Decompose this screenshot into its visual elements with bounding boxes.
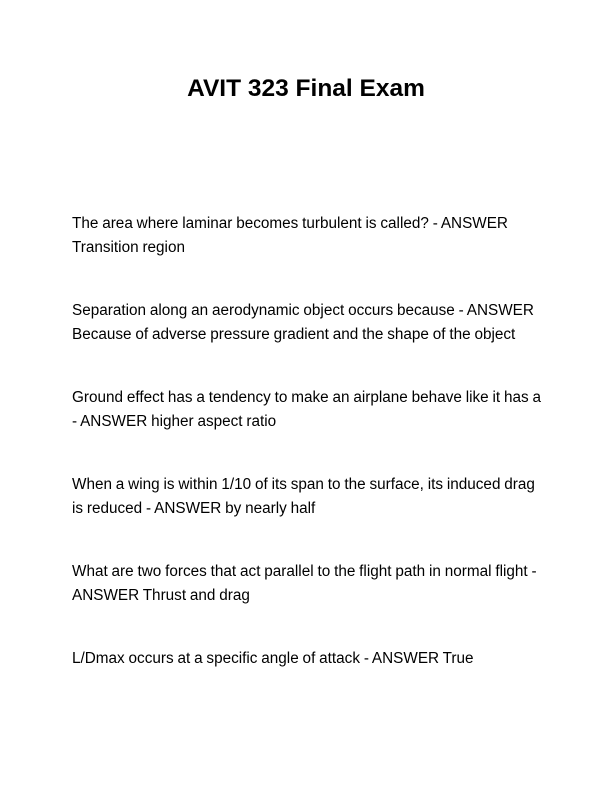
page-title: AVIT 323 Final Exam bbox=[187, 75, 425, 102]
question-answer-item: Separation along an aerodynamic object occurs because - ANSWER Because of adverse pressure gradient and the shape of the object bbox=[72, 302, 534, 343]
question-answer-item: When a wing is within 1/10 of its span to the surface, its induced drag is reduced - ANSWER by nearly half bbox=[72, 476, 535, 517]
question-answer-item: What are two forces that act parallel to the flight path in normal flight - ANSWER Thrust and drag bbox=[72, 563, 537, 604]
question-answer-list bbox=[72, 212, 548, 710]
question-answer-item: L/Dmax occurs at a specific angle of attack - ANSWER True bbox=[72, 650, 474, 667]
question-answer-item: Ground effect has a tendency to make an airplane behave like it has a - ANSWER higher aspect ratio bbox=[72, 389, 542, 430]
question-answer-item: The area where laminar becomes turbulent is called? - ANSWER Transition region bbox=[72, 215, 508, 256]
